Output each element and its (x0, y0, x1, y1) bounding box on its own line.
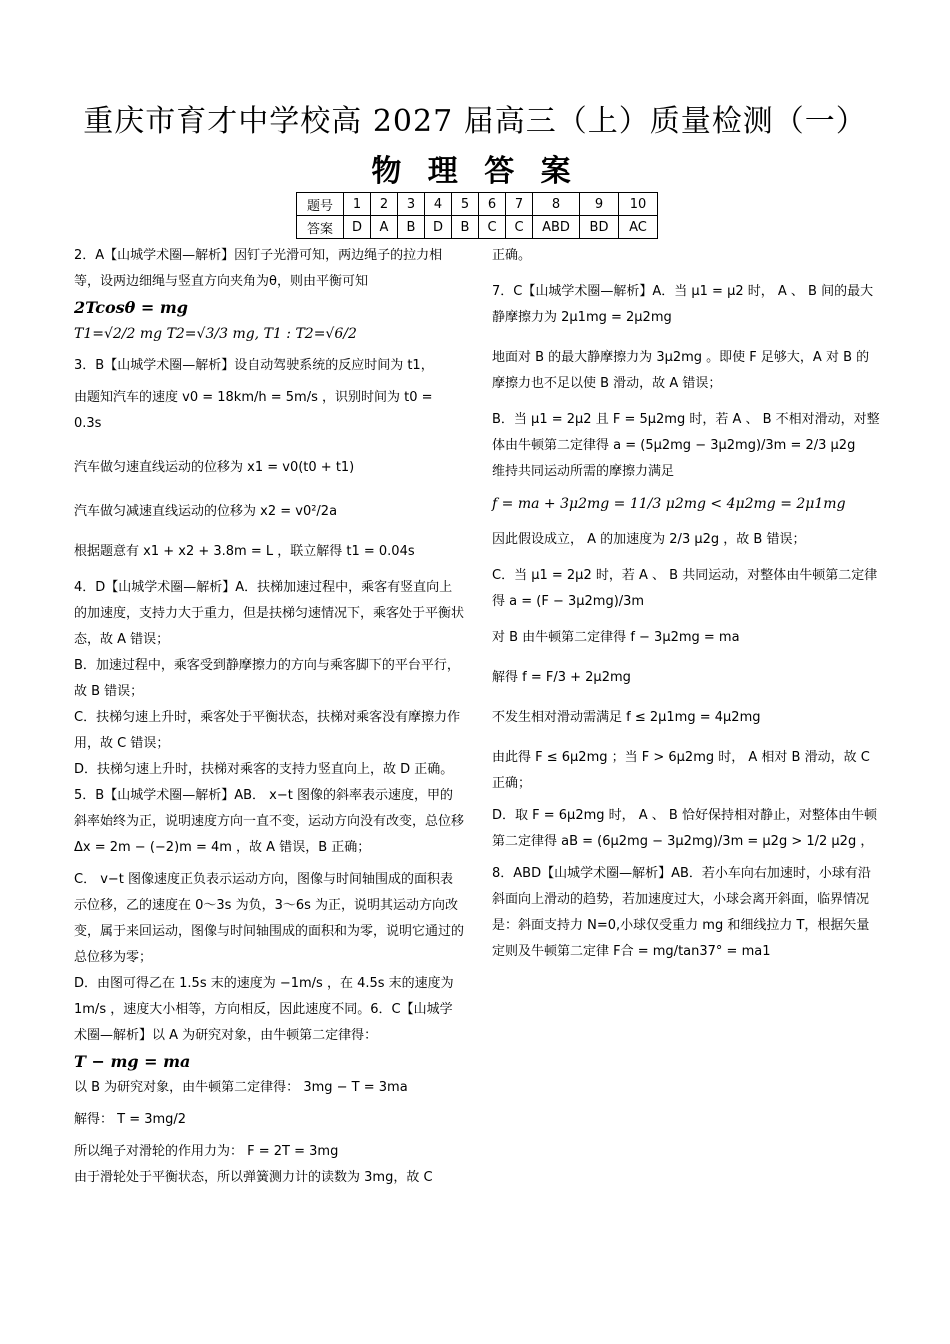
solution-q6-force: 所以绳子对滑轮的作用力为： F = 2T = 3mg (74, 1144, 339, 1159)
row-label-number: 题号 (297, 193, 344, 216)
question-number: 4 (425, 193, 452, 216)
question-number: 8 (533, 193, 580, 216)
answer-cell: AC (619, 216, 658, 239)
left-column (74, 243, 464, 1191)
question-number: 10 (619, 193, 658, 216)
solution-q3-speed: 由题知汽车的速度 v0 = 18km/h = 5m/s ，识别时间为 t0 = 0.3s (74, 390, 433, 431)
question-number: 5 (452, 193, 479, 216)
table-row-numbers (297, 193, 658, 216)
table-row-answers (297, 216, 658, 239)
answer-cell: ABD (533, 216, 580, 239)
page-title: 重庆市育才中学校高 2027 届高三（上）质量检测（一） (83, 104, 867, 139)
page-subtitle: 物 理 答 案 (371, 154, 579, 189)
solution-q7-a: 7．C【山城学术圈—解析】A．当 μ1 = μ2 时， A 、 B 间的最大静摩擦力为 2μ1mg = 2μ2mg (492, 284, 874, 325)
solution-q4-b: B．加速过程中，乘客受到静摩擦力的方向与乘客脚下的平台平行，故 B 错误； (74, 658, 460, 699)
solution-q4-a: 4．D【山城学术圈—解析】A．扶梯加速过程中，乘客有竖直向上的加速度，支持力大于重力，但是扶梯匀速情况下，乘客处于平衡状态，故 A 错误； (74, 580, 465, 647)
solution-q6-equation-a: T − mg = ma (74, 1052, 191, 1071)
solution-q5-c: C． v−t 图像速度正负表示运动方向，图像与时间轴围成的面积表示位移，乙的速度在 0～3s 为负，3～6s 为正，说明其运动方向改变，属于来回运动，图像与时间轴围成的面积和为零，说明它通过的总位移为零； (74, 872, 465, 965)
solution-q7-d: D．取 F = 6μ2mg 时， A 、 B 恰好保持相对静止，对整体由牛顿第二定律得 aB = (6μ2mg − 3μ2mg)/3m = μ2g > 1/2 μ2g ， (492, 808, 877, 849)
solution-q8: 8．ABD【山城学术圈—解析】AB．若小车向右加速时，小球有沿斜面向上滑动的趋势，若加速度过大，小球会离开斜面，临界情况是：斜面支持力 N=0,小球仅受重力 mg 和细线拉力 T，根据矢量定则及牛顿第二定律 F合 = mg/tan37° = ma1 (492, 866, 871, 959)
solution-q3-uniform: 汽车做匀速直线运动的位移为 x1 = v0(t0 + t1) (74, 460, 355, 475)
solution-q5-d-q6: D．由图可得乙在 1.5s 末的速度为 −1m/s ，在 4.5s 末的速度为 1m/s ，速度大小相等，方向相反，因此速度不同。6．C【山城学术圈—解析】以 A 为研究对象，由牛顿第二定律得： (74, 976, 454, 1043)
solution-q2-equation: 2Tcosθ = mg (74, 298, 188, 317)
answer-cell: D (344, 216, 371, 239)
solution-q2-text: 2．A【山城学术圈—解析】因钉子光滑可知，两边绳子的拉力相等，设两边细绳与竖直方向夹角为θ，则由平衡可知 (74, 248, 443, 289)
solution-q7-b: B．当 μ1 = 2μ2 且 F = 5μ2mg 时，若 A 、 B 不相对滑动，对整体由牛顿第二定律得 a = (5μ2mg − 3μ2mg)/3m = 2/3 μ2g (492, 412, 880, 453)
question-number: 3 (398, 193, 425, 216)
solution-q4-c: C．扶梯匀速上升时，乘客处于平衡状态，扶梯对乘客没有摩擦力作用，故 C 错误； (74, 710, 461, 751)
question-number: 9 (580, 193, 619, 216)
solution-q7-c-condition: 不发生相对滑动需满足 f ≤ 2μ1mg = 4μ2mg (492, 710, 761, 725)
answer-cell: D (425, 216, 452, 239)
question-number: 7 (506, 193, 533, 216)
solution-q7-b-inequality: f = ma + 3μ2mg = 11/3 μ2mg < 4μ2mg = 2μ1mg (492, 496, 846, 512)
question-number: 1 (344, 193, 371, 216)
answer-cell: BD (580, 216, 619, 239)
right-column (492, 243, 882, 965)
solution-q4-d: D．扶梯匀速上升时，扶梯对乘客的支持力竖直向上，故 D 正确。 (74, 762, 454, 777)
solution-q7-a-ground: 地面对 B 的最大静摩擦力为 3μ2mg 。即使 F 足够大，A 对 B 的摩擦力也不足以使 B 滑动，故 A 错误； (492, 350, 870, 391)
solution-q3-decel: 汽车做匀减速直线运动的位移为 x2 = v0²/2a (74, 504, 338, 519)
answer-cell: C (506, 216, 533, 239)
solution-q6-equation-b: 以 B 为研究对象，由牛顿第二定律得： 3mg − T = 3ma (74, 1080, 408, 1095)
solution-q7-c-solve: 解得 f = F/3 + 2μ2mg (492, 670, 631, 685)
solution-q7-c-result: 由此得 F ≤ 6μ2mg ；当 F > 6μ2mg 时， A 相对 B 滑动，故 C 正确； (492, 750, 870, 791)
answer-cell: A (371, 216, 398, 239)
row-label-answer: 答案 (297, 216, 344, 239)
solution-q7-b-conclusion: 因此假设成立， A 的加速度为 2/3 μ2g ，故 B 错误； (492, 532, 806, 547)
solution-q7-b-friction: 维持共同运动所需的摩擦力满足 (492, 464, 675, 479)
solution-q6-end: 正确。 (492, 248, 532, 263)
answer-cell: B (398, 216, 425, 239)
answer-table (296, 192, 658, 239)
answer-cell: B (452, 216, 479, 239)
question-number: 6 (479, 193, 506, 216)
solution-q5-ab: 5．B【山城学术圈—解析】AB． x−t 图像的斜率表示速度，甲的斜率始终为正，说明速度方向一直不变，运动方向没有改变，总位移 Δx = 2m − (−2)m = 4m ，故 A 错误，B 正确； (74, 788, 465, 855)
question-number: 2 (371, 193, 398, 216)
solution-q2-result: T1=√2/2 mg T2=√3/3 mg, T1 : T2=√6/2 (74, 326, 357, 342)
answer-cell: C (479, 216, 506, 239)
solution-q6-conclusion: 由于滑轮处于平衡状态，所以弹簧测力计的读数为 3mg，故 C (74, 1170, 433, 1185)
solution-q7-c-b: 对 B 由牛顿第二定律得 f − 3μ2mg = ma (492, 630, 740, 645)
solution-q7-c: C．当 μ1 = 2μ2 时，若 A 、 B 共同运动，对整体由牛顿第二定律得 a = (F − 3μ2mg)/3m (492, 568, 878, 609)
solution-q3-result: 根据题意有 x1 + x2 + 3.8m = L ，联立解得 t1 = 0.04s (74, 544, 415, 559)
solution-q3-text: 3．B【山城学术圈—解析】设自动驾驶系统的反应时间为 t1， (74, 358, 434, 373)
solution-q6-tension: 解得： T = 3mg/2 (74, 1112, 187, 1127)
